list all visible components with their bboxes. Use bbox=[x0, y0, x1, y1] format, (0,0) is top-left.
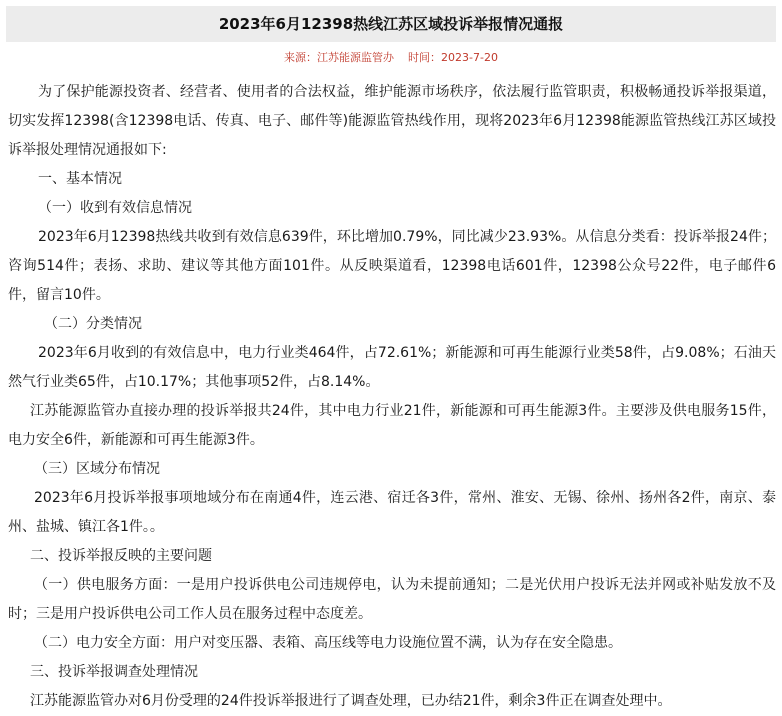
paragraph-valid-info: 2023年6月12398热线共收到有效信息639件，环比增加0.79%，同比减少23.93%。从信息分类看：投诉举报24件；咨询514件；表扬、求助、建议等其他方面101件。从反映渠道看，12398电话601件，12398公众号22件，电子邮件6件，留言10件。 bbox=[8, 229, 776, 303]
source-link[interactable]: 江苏能源监管办 bbox=[317, 51, 395, 64]
paragraph-regional: 2023年6月投诉举报事项地域分布在南通4件，连云港、宿迁各3件，常州、淮安、无锡、徐州、扬州各2件，南京、泰州、盐城、镇江各1件。。 bbox=[8, 490, 776, 535]
section-heading-3: 三、投诉举报调查处理情况 bbox=[30, 664, 198, 680]
paragraph-direct-handling: 江苏能源监管办直接办理的投诉举报共24件，其中电力行业21件，新能源和可再生能源3件。主要涉及供电服务15件，电力安全6件，新能源和可再生能源3件。 bbox=[8, 403, 776, 448]
paragraph-power-service: （一）供电服务方面：一是用户投诉供电公司违规停电，认为未提前通知；二是光伏用户投诉无法并网或补贴发放不及时；三是用户投诉供电公司工作人员在服务过程中态度差。 bbox=[8, 577, 776, 622]
section-heading-2: 二、投诉举报反映的主要问题 bbox=[30, 548, 212, 564]
section-heading-1: 一、基本情况 bbox=[38, 171, 122, 187]
subheading-1-2: （二）分类情况 bbox=[44, 316, 142, 332]
paragraph-handling-result: 江苏能源监管办对6月份受理的24件投诉举报进行了调查处理，已办结21件，剩余3件正在调查处理中。 bbox=[30, 693, 672, 709]
article-title: 2023年6月12398热线江苏区域投诉举报情况通报 bbox=[6, 6, 776, 42]
subheading-1-3: （三）区域分布情况 bbox=[34, 461, 160, 477]
publish-time: 2023-7-20 bbox=[441, 51, 498, 64]
paragraph-intro: 为了保护能源投资者、经营者、使用者的合法权益，维护能源市场秩序，依法履行监管职责，积极畅通投诉举报渠道，切实发挥12398(含12398电话、传真、电子、邮件等)能源监管热线作用，现将2023年6月12398能源监管热线江苏区域投诉举报处理情况通报如下: bbox=[8, 84, 776, 158]
paragraph-classification: 2023年6月收到的有效信息中，电力行业类464件，占72.61%；新能源和可再生能源行业类58件，占9.08%；石油天然气行业类65件，占10.17%；其他事项52件，占8.14%。 bbox=[8, 345, 776, 390]
time-label: 时间： bbox=[408, 51, 442, 64]
article-body bbox=[8, 78, 776, 716]
paragraph-power-safety: （二）电力安全方面：用户对变压器、表箱、高压线等电力设施位置不满，认为存在安全隐患。 bbox=[34, 635, 622, 651]
source-label: 来源： bbox=[284, 51, 318, 64]
subheading-1-1: （一）收到有效信息情况 bbox=[38, 200, 192, 216]
article-meta bbox=[0, 50, 782, 66]
